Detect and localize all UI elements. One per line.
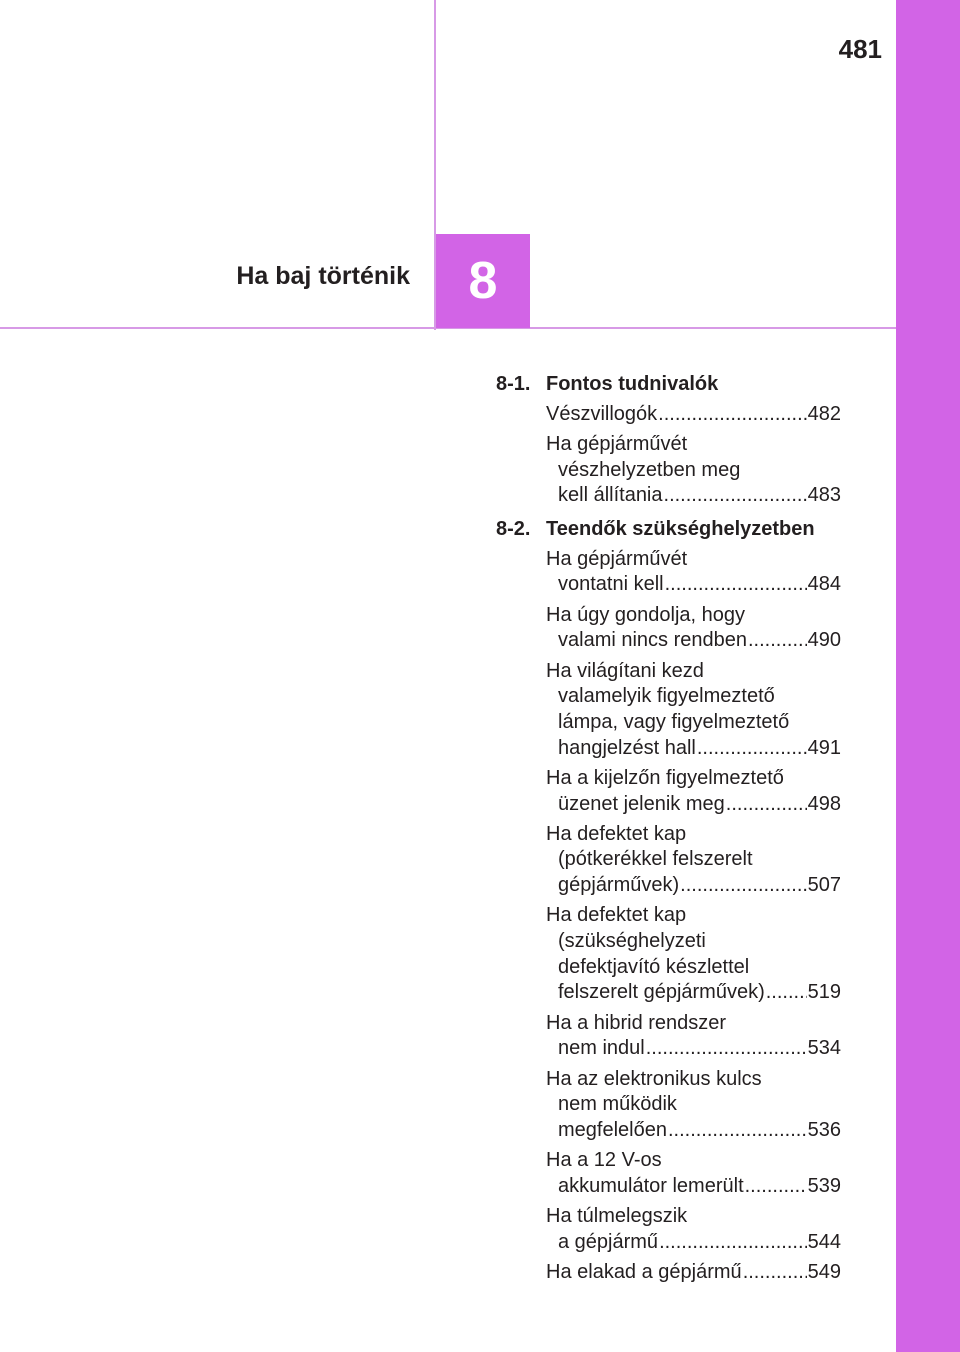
toc-section-heading — [496, 517, 841, 543]
toc-entry-line: Ha világítani kezd — [546, 659, 704, 682]
toc-entry-line — [546, 402, 841, 428]
toc-entry[interactable] — [546, 1260, 841, 1286]
toc-entry[interactable] — [546, 659, 841, 762]
toc-entry[interactable] — [546, 903, 841, 1006]
toc-entry-line: Ha az elektronikus kulcs — [546, 1067, 762, 1090]
toc-entry-line: Ha gépjárművét — [546, 432, 688, 455]
toc-entry-line: Ha a kijelzőn figyelmeztető — [546, 766, 784, 789]
toc-dot-leader — [748, 628, 807, 654]
toc-dot-leader — [668, 1118, 807, 1144]
toc-dot-leader — [659, 1230, 807, 1256]
toc-entry-line: lámpa, vagy figyelmeztető — [558, 710, 790, 733]
toc-entry-line — [546, 1036, 841, 1062]
toc-entry-text: gépjárművek) — [558, 874, 680, 897]
toc-entry-text: hangjelzést hall — [558, 736, 696, 759]
toc-dot-leader — [665, 572, 807, 598]
toc-entry-line — [546, 1260, 841, 1286]
toc-entry[interactable] — [546, 1067, 841, 1144]
toc-entry-line: (pótkerékkel felszerelt — [558, 848, 753, 871]
toc-page-number: 519 — [807, 981, 841, 1004]
toc-page-number: 482 — [807, 402, 841, 425]
toc-entry-line — [546, 736, 841, 762]
toc-entry-line — [546, 483, 841, 509]
toc-page-number: 507 — [807, 874, 841, 897]
toc-entry-line — [546, 792, 841, 818]
toc-section-title: Fontos tudnivalók — [546, 373, 719, 395]
toc-dot-leader — [745, 1174, 807, 1200]
toc-section-number: 8-2. — [496, 518, 531, 541]
toc-entry[interactable] — [546, 1011, 841, 1062]
toc-dot-leader — [664, 483, 807, 509]
toc-page-number: 484 — [807, 573, 841, 596]
toc-dot-leader — [658, 402, 806, 428]
toc-entry[interactable] — [546, 603, 841, 654]
toc-entry-line — [546, 628, 841, 654]
toc-section-title: Teendők szükséghelyzetben — [546, 518, 815, 541]
chapter-title: Ha baj történik — [236, 262, 410, 290]
toc-page-number: 490 — [807, 629, 841, 652]
toc-page-number: 536 — [807, 1118, 841, 1141]
toc-page-number: 534 — [807, 1037, 841, 1060]
toc-dot-leader — [743, 1260, 807, 1286]
toc-page-number: 498 — [807, 792, 841, 815]
toc-entry-line: vészhelyzetben meg — [558, 458, 741, 481]
toc-entry-text: megfelelően — [558, 1118, 667, 1141]
chapter-number-box: 8 — [436, 234, 530, 328]
toc-entry-text: nem indul — [558, 1037, 645, 1060]
toc-entry-line: valamelyik figyelmeztető — [558, 685, 775, 708]
toc-page-number: 491 — [807, 736, 841, 759]
toc-entry-line: Ha túlmelegszik — [546, 1205, 688, 1228]
toc-entry-line — [546, 1230, 841, 1256]
toc-entry-line: Ha gépjárművét — [546, 547, 688, 570]
toc-entry[interactable] — [546, 432, 841, 509]
toc-section-heading — [496, 372, 841, 398]
toc-entry-line: Ha a hibrid rendszer — [546, 1011, 727, 1034]
toc-entry-text: vontatni kell — [558, 573, 664, 596]
toc-entry-text: Vészvillogók — [546, 402, 658, 425]
chapter-side-tab — [896, 0, 960, 1352]
toc-entry-line — [546, 572, 841, 598]
toc-entry[interactable] — [546, 402, 841, 428]
toc-entry-text: a gépjármű — [558, 1230, 659, 1253]
toc-entry-line: Ha defektet kap — [546, 904, 687, 927]
toc-section-number: 8-1. — [496, 373, 531, 395]
toc-page-number: 544 — [807, 1230, 841, 1253]
toc-entry-text: valami nincs rendben — [558, 629, 747, 652]
toc-entry-line: defektjavító készlettel — [558, 955, 750, 978]
toc-entry-line: (szükséghelyzeti — [558, 930, 706, 953]
toc-entry-line: nem működik — [558, 1093, 677, 1116]
toc-entry[interactable] — [546, 1204, 841, 1255]
toc-entry-text: üzenet jelenik meg — [558, 792, 725, 815]
toc-entry-text: felszerelt gépjárművek) — [558, 981, 765, 1004]
toc-entry-text: akkumulátor lemerült — [558, 1174, 744, 1197]
toc-entry-line: Ha defektet kap — [546, 822, 687, 845]
toc-entry-line: Ha úgy gondolja, hogy — [546, 603, 746, 626]
toc-entry-line — [546, 980, 841, 1006]
toc-entry[interactable] — [546, 547, 841, 598]
toc-page-number: 539 — [807, 1174, 841, 1197]
page-number: 481 — [838, 34, 882, 64]
toc-page-number: 483 — [807, 484, 841, 507]
toc-dot-leader — [697, 736, 807, 762]
toc-entry[interactable] — [546, 766, 841, 817]
toc-dot-leader — [646, 1036, 807, 1062]
toc-dot-leader — [766, 980, 807, 1006]
toc-page-number: 549 — [807, 1261, 841, 1283]
toc-entry-line — [546, 1174, 841, 1200]
toc-entry-text: kell állítania — [558, 484, 663, 507]
toc-entry-line — [546, 1118, 841, 1144]
toc-entry-line: Ha a 12 V-os — [546, 1149, 662, 1172]
toc-entry-line — [546, 873, 841, 899]
toc-dot-leader — [726, 792, 807, 818]
toc-dot-leader — [680, 873, 806, 899]
table-of-contents — [496, 372, 841, 1290]
toc-entry[interactable] — [546, 822, 841, 899]
toc-entry[interactable] — [546, 1148, 841, 1199]
toc-entry-text: Ha elakad a gépjármű — [546, 1261, 742, 1283]
